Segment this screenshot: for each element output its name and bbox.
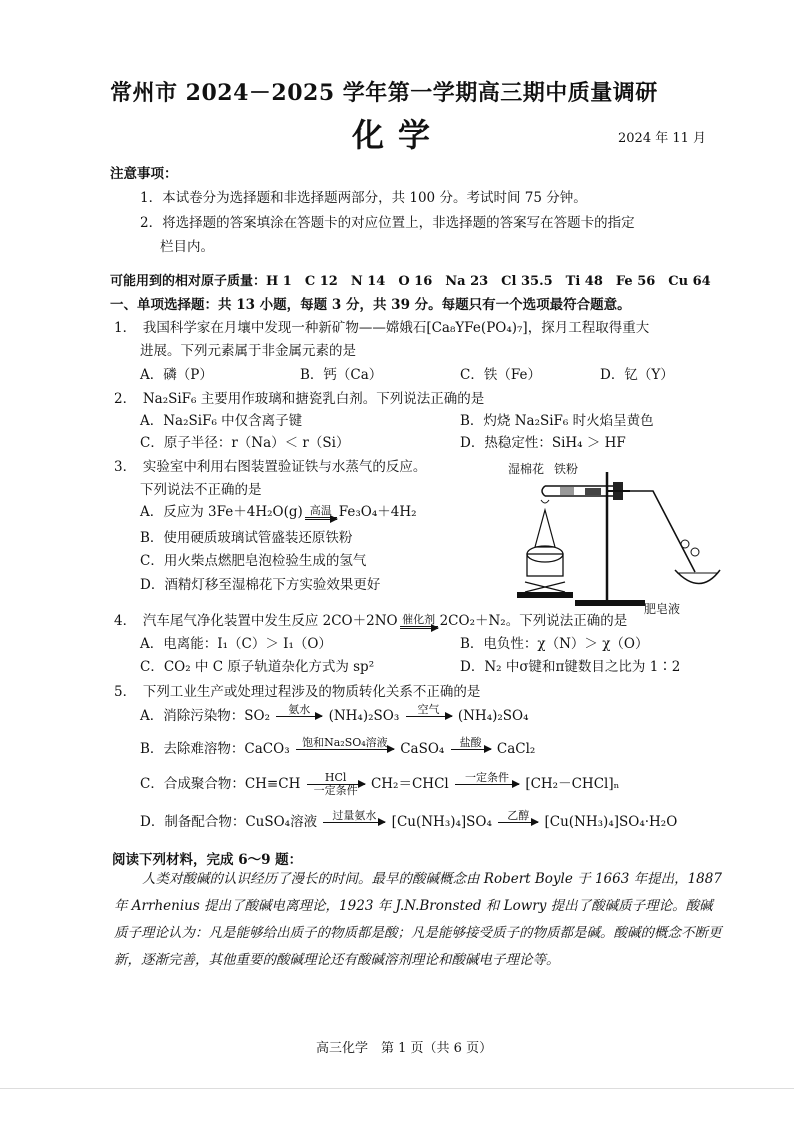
q5-b-product-1: CaSO₄ bbox=[400, 741, 445, 757]
q3-stem: 3． 实验室中利用右图装置验证铁与水蒸气的反应。 bbox=[114, 459, 427, 475]
q4-option-c: C．CO₂ 中 C 原子轨道杂化方式为 sp² bbox=[140, 659, 375, 675]
notice-item-2-cont: 栏目内。 bbox=[160, 239, 214, 255]
q5-d-product-1: [Cu(NH₃)₄]SO₄ bbox=[391, 814, 492, 830]
q1-option-d: D．钇（Y） bbox=[600, 367, 674, 383]
arrow-condition: 过量氨水 bbox=[332, 809, 377, 822]
q4-stem bbox=[114, 609, 627, 629]
q5-a-label: A．消除污染物：SO₂ bbox=[140, 708, 270, 724]
q4-option-d: D．N₂ 中σ键和π键数目之比为 1∶2 bbox=[460, 659, 681, 675]
reaction-arrow bbox=[400, 614, 438, 629]
arrow-condition: 乙醇 bbox=[507, 809, 530, 822]
notice-item-1: 1．本试卷分为选择题和非选择题两部分，共 100 分。考试时间 75 分钟。 bbox=[140, 190, 587, 206]
q1-option-c: C．铁（Fe） bbox=[460, 367, 541, 383]
q3-stem-cont: 下列说法不正确的是 bbox=[140, 482, 262, 498]
q3-option-c: C．用火柴点燃肥皂泡检验生成的氢气 bbox=[140, 553, 367, 569]
reaction-arrow bbox=[305, 505, 337, 520]
q5-option-a bbox=[140, 704, 529, 729]
q2-option-c: C．原子半径：r（Na）＜ r（Si） bbox=[140, 435, 350, 451]
figure-label-soap: 肥皂液 bbox=[644, 602, 681, 616]
reaction-arrow bbox=[307, 772, 365, 797]
divider bbox=[0, 1088, 794, 1089]
reaction-arrow bbox=[296, 737, 394, 762]
q2-option-b: B．灼烧 Na₂SiF₆ 时火焰呈黄色 bbox=[460, 413, 654, 429]
q5-c-label: C．合成聚合物：CH≡CH bbox=[140, 776, 301, 792]
notice-heading: 注意事项： bbox=[110, 166, 178, 182]
q5-d-product-2: [Cu(NH₃)₄]SO₄·H₂O bbox=[544, 814, 678, 830]
q1-option-b: B．钙（Ca） bbox=[300, 367, 383, 383]
figure-label-wet-cotton: 湿棉花 bbox=[508, 462, 545, 476]
reading-heading: 阅读下列材料，完成 6～9 题： bbox=[112, 852, 303, 868]
arrow-condition: HCl bbox=[324, 771, 347, 784]
q3-option-a-lhs: A．反应为 3Fe＋4H₂O(g) bbox=[140, 504, 303, 520]
section-heading: 一、单项选择题：共 13 小题，每题 3 分，共 39 分。每题只有一个选项最符合题意。 bbox=[110, 297, 631, 313]
q3-option-b: B．使用硬质玻璃试管盛装还原铁粉 bbox=[140, 530, 353, 546]
q5-stem: 5． 下列工业生产或处理过程涉及的物质转化关系不正确的是 bbox=[114, 684, 481, 700]
arrow-condition: 饱和Na₂SO₄溶液 bbox=[302, 736, 388, 749]
q5-option-d bbox=[140, 810, 677, 835]
reaction-arrow bbox=[455, 772, 519, 797]
q3-option-a-rhs: Fe₃O₄＋4H₂ bbox=[338, 504, 417, 520]
exam-date: 2024 年 11 月 bbox=[618, 131, 707, 146]
q5-c-product-2: [CH₂－CHCl]ₙ bbox=[525, 776, 620, 792]
reaction-arrow bbox=[451, 737, 491, 762]
q4-option-b: B．电负性：χ（N）＞ χ（O） bbox=[460, 636, 649, 652]
reaction-arrow bbox=[498, 810, 538, 835]
arrow-condition: 盐酸 bbox=[459, 736, 482, 749]
q5-option-c bbox=[140, 772, 619, 797]
q5-a-product-1: (NH₄)₂SO₃ bbox=[328, 708, 400, 724]
reaction-arrow bbox=[276, 704, 322, 729]
q2-option-a: A．Na₂SiF₆ 中仅含离子键 bbox=[140, 413, 303, 429]
arrow-condition: 氨水 bbox=[288, 703, 311, 716]
reaction-arrow bbox=[323, 810, 385, 835]
q4-option-a: A．电离能：I₁（C）＞ I₁（O） bbox=[140, 636, 332, 652]
arrow-condition: 催化剂 bbox=[402, 613, 436, 626]
exam-title: 常州市 2024－2025 学年第一学期高三期中质量调研 bbox=[110, 80, 658, 106]
q5-c-product-1: CH₂＝CHCl bbox=[370, 776, 449, 792]
figure-label-iron-powder: 铁粉 bbox=[554, 462, 579, 476]
q2-stem: 2． Na₂SiF₆ 主要用作玻璃和搪瓷乳白剂。下列说法正确的是 bbox=[114, 391, 485, 407]
page-footer: 高三化学 第 1 页（共 6 页） bbox=[316, 1041, 493, 1056]
q1-stem-cont: 进展。下列元素属于非金属元素的是 bbox=[140, 343, 356, 359]
q4-stem-lhs: 4． 汽车尾气净化装置中发生反应 2CO＋2NO bbox=[114, 613, 398, 629]
reading-passage: 人类对酸碱的认识经历了漫长的时间。最早的酸碱概念由 Robert Boyle 于 1663 年提出，1887 年 Arrhenius 提出了酸碱电离理论，1923 年 J.N.Bronsted 和 Lowry 提出了酸碱质子理论。酸碱质子理论认为：凡是能够给出质子的物质都是酸；凡是能够接受质子的物质都是碱。酸碱的概念不断更新，逐渐完善，其他重要的酸碱理论还有酸碱溶剂理论和酸碱电子理论等。 bbox=[114, 871, 722, 968]
q5-a-product-2: (NH₄)₂SO₄ bbox=[457, 708, 529, 724]
atomic-masses: 可能用到的相对原子质量：H 1 C 12 N 14 O 16 Na 23 Cl 35.5 Ti 48 Fe 56 Cu 64 bbox=[110, 274, 711, 289]
q1-stem: 1． 我国科学家在月壤中发现一种新矿物——嫦娥石[Ca₈YFe(PO₄)₇]，探月工程取得重大 bbox=[114, 320, 650, 336]
q3-option-d: D．酒精灯移至湿棉花下方实验效果更好 bbox=[140, 577, 381, 593]
notice-item-2: 2．将选择题的答案填涂在答题卡的对应位置上，非选择题的答案写在答题卡的指定 bbox=[140, 215, 635, 231]
q5-option-b bbox=[140, 737, 535, 762]
q3-option-a bbox=[140, 500, 417, 520]
q5-b-product-2: CaCl₂ bbox=[496, 741, 536, 757]
arrow-condition: 高温 bbox=[309, 504, 332, 517]
subject-title: 化学 bbox=[352, 116, 445, 154]
q4-stem-rhs: 2CO₂＋N₂。下列说法正确的是 bbox=[439, 613, 628, 629]
q2-option-d: D．热稳定性：SiH₄ ＞ HF bbox=[460, 435, 626, 451]
q5-d-label: D．制备配合物：CuSO₄溶液 bbox=[140, 814, 318, 830]
arrow-condition: 一定条件 bbox=[465, 771, 510, 784]
reaction-arrow bbox=[406, 704, 452, 729]
arrow-condition: 空气 bbox=[417, 703, 440, 716]
arrow-condition-below: 一定条件 bbox=[313, 784, 358, 797]
q1-option-a: A．磷（P） bbox=[140, 367, 213, 383]
q5-b-label: B．去除难溶物：CaCO₃ bbox=[140, 741, 290, 757]
